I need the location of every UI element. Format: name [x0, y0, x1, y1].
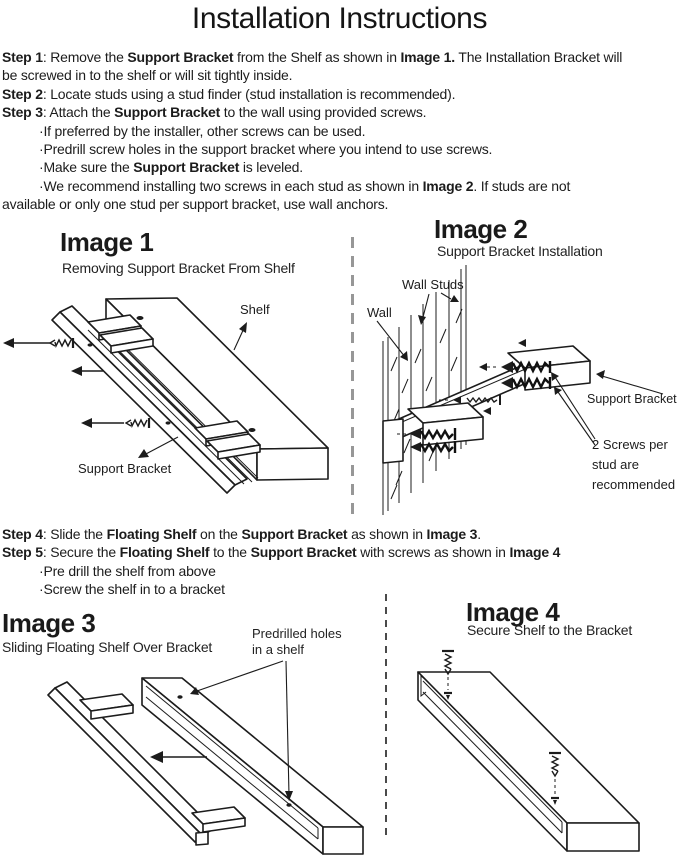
text-segment: is leveled.: [239, 159, 303, 176]
instructions-steps-4-5: [2, 525, 560, 599]
screws-note-line: recommended: [592, 477, 676, 492]
text-segment: Step 3: [2, 104, 43, 121]
image2-subtitle: Support Bracket Installation: [437, 243, 603, 259]
screw-icon: [126, 418, 149, 428]
text-segment: Support Bracket: [127, 49, 234, 65]
instruction-line: [2, 562, 560, 580]
dashed-divider-top: [351, 237, 354, 514]
text-segment: be screwed in to the shelf or will sit tightly inside.: [2, 67, 293, 84]
text-segment: ·If preferred by the installer, other screws can be used.: [39, 122, 366, 139]
screw-icon: [50, 338, 73, 348]
image4-heading: Image 4: [466, 597, 560, 627]
instruction-line: [2, 543, 560, 561]
support-bracket-label-callout: [78, 437, 178, 476]
predrilled-holes-label: [252, 626, 342, 658]
instruction-line: [2, 525, 560, 543]
instruction-line: [2, 122, 622, 140]
text-segment: Image 1.: [400, 49, 455, 65]
text-segment: : Locate studs using a stud finder (stud installation is recommended).: [42, 85, 456, 102]
support-bracket-label: Support Bracket: [78, 461, 172, 476]
text-segment: : Attach the: [42, 104, 115, 121]
shelf-label-callout: [234, 302, 270, 350]
text-segment: ·Pre drill the shelf from above: [39, 562, 216, 579]
instructions-steps-1-3: [2, 48, 622, 214]
text-segment: . If studs are not: [473, 177, 571, 194]
image3-heading: Image 3: [2, 608, 96, 638]
text-segment: Support Bracket: [241, 526, 348, 542]
direction-arrow-icon: [518, 339, 526, 347]
page-title: Installation Instructions: [191, 2, 488, 35]
instruction-line: [2, 85, 622, 103]
text-segment: Step 1: [2, 49, 43, 65]
wall-studs-drawing: [383, 265, 466, 515]
wall-label: Wall: [367, 305, 392, 320]
text-segment: The Installation Bracket will: [454, 49, 623, 65]
text-segment: to the wall using provided screws.: [220, 104, 427, 121]
support-bracket-label-callout: [587, 370, 677, 406]
image4-subtitle: Secure Shelf to the Bracket: [467, 622, 633, 638]
text-segment: Step 5: [2, 544, 43, 561]
floating-shelf-drawing: [142, 678, 363, 854]
instruction-line: [2, 103, 622, 121]
image2-heading: Image 2: [434, 214, 528, 244]
text-segment: ·We recommend installing two screws in each stud as shown in: [39, 177, 423, 194]
image3-diagram: [0, 655, 385, 860]
text-segment: Floating Shelf: [119, 544, 210, 561]
text-segment: : Remove the: [42, 49, 128, 65]
text-segment: ·Screw the shelf in to a bracket: [39, 581, 225, 598]
wall-studs-label: Wall Studs: [402, 277, 464, 292]
image1-diagram: [0, 278, 350, 510]
text-segment: Step 4: [2, 526, 43, 542]
predrilled-holes-label-line: in a shelf: [252, 642, 305, 657]
floating-shelf-drawing: [418, 672, 639, 851]
text-segment: Floating Shelf: [106, 526, 197, 542]
text-segment: Support Bracket: [133, 159, 240, 176]
text-segment: with screws as shown in: [356, 544, 510, 561]
support-bracket-label: Support Bracket: [587, 392, 677, 406]
removal-arrow-2: [71, 366, 103, 376]
text-segment: Support Bracket: [114, 104, 221, 121]
screws-note-line: stud are: [592, 457, 639, 472]
predrilled-holes-label-line: Predrilled holes: [252, 626, 342, 641]
image1-heading: Image 1: [60, 227, 154, 257]
removal-arrow-3: [81, 418, 124, 428]
text-segment: Step 2: [2, 85, 43, 102]
instruction-line: [2, 158, 622, 176]
text-segment: on the: [196, 526, 242, 542]
image1-subtitle: Removing Support Bracket From Shelf: [62, 260, 295, 276]
text-segment: as shown in: [347, 526, 427, 542]
image2-diagram: [355, 263, 679, 520]
text-segment: ·Make sure the: [39, 159, 134, 176]
direction-arrow-icon: [483, 407, 491, 415]
text-segment: Image 4: [509, 544, 561, 561]
screws-note-callout: [551, 372, 675, 492]
shelf-label: Shelf: [240, 302, 270, 317]
text-segment: available or only one stud per support bracket, use wall anchors.: [2, 196, 389, 213]
text-segment: : Secure the: [42, 544, 120, 561]
text-segment: Image 3: [426, 526, 478, 542]
removal-arrow-1: [3, 338, 50, 348]
instruction-line: [2, 195, 622, 213]
text-segment: : Slide the: [42, 526, 107, 542]
text-segment: .: [477, 526, 481, 542]
instruction-line: [2, 66, 622, 84]
dashed-divider-bottom: [385, 594, 387, 839]
text-segment: Image 2: [422, 177, 474, 194]
text-segment: to the: [209, 544, 251, 561]
instruction-line: [2, 48, 622, 66]
instruction-line: [2, 140, 622, 158]
screws-note-line: 2 Screws per: [592, 437, 668, 452]
instruction-line: [2, 580, 560, 598]
text-segment: ·Predrill screw holes in the support bracket where you intend to use screws.: [39, 140, 493, 157]
slide-arrow: [150, 751, 207, 763]
image4-diagram: [390, 645, 679, 862]
instruction-line: [2, 177, 622, 195]
text-segment: Support Bracket: [250, 544, 357, 561]
image3-subtitle: Sliding Floating Shelf Over Bracket: [2, 639, 213, 655]
text-segment: from the Shelf as shown in: [233, 49, 401, 65]
